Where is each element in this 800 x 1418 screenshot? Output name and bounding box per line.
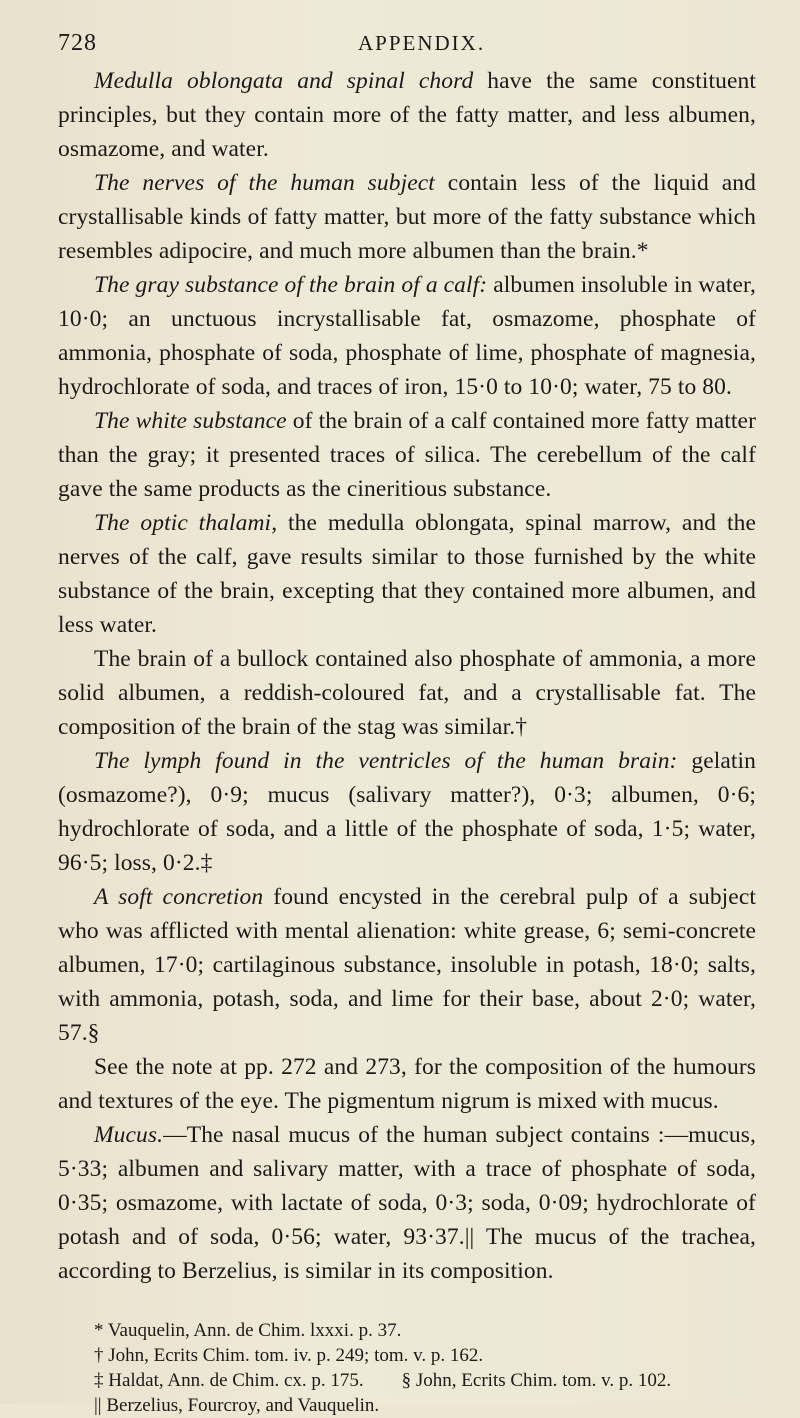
paragraph-text: of the brain of a calf contained more fatty matter than the gray; it presented traces of silica. The cerebellum of the calf gave the same products as the cineritious substance. (58, 408, 756, 502)
footnote: || Berzelius, Fourcroy, and Vauquelin. (94, 1395, 380, 1416)
paragraph-lead: Mucus. (94, 1122, 164, 1148)
paragraph-text: The brain of a bullock contained also phosphate of ammonia, a more solid albumen, a reddish-coloured fat, and a crystallisable fat. The composition of the brain of the stag was similar.† (58, 646, 756, 740)
paragraph-see-note (58, 1050, 756, 1118)
paragraph-lead: A soft concretion (94, 884, 264, 910)
paragraph-text: gelatin (osmazome?), 0·9; mucus (salivary matter?), 0·3; albumen, 0·6; hydrochlorate of soda, and a little of the phosphate of soda, 1·5; water, 96·5; loss, 0·2.‡ (58, 748, 757, 876)
paragraph-text: —The nasal mucus of the human subject contains :—mucus, 5·33; albumen and salivary matter, with a trace of phosphate of soda, 0·35; osmazome, with lactate of soda, 0·3; soda, 0·09; hydrochlorate of potash and of soda, 0·56; water, 93·37.|| The mucus of the trachea, according to Berzelius, is similar in its composition. (58, 1122, 756, 1284)
running-head: APPENDIX. (358, 31, 486, 55)
paragraph-text: contain less of the liquid and crystallisable kinds of fatty matter, but more of the fatty substance which resembles adipocire, and much more albumen than the brain.* (58, 170, 756, 264)
paragraph-text: have the same constituent principles, but they contain more of the fatty matter, and less albumen, osmazome, and water. (58, 68, 756, 162)
body-text (58, 64, 756, 1288)
paragraph-nerves (58, 166, 756, 268)
paragraph-lead: The optic thalami, (94, 510, 278, 536)
paragraph-optic-thalami (58, 506, 756, 642)
paragraph-gray-substance (58, 268, 756, 404)
paragraph-mucus (58, 1118, 756, 1288)
footnote: * Vauquelin, Ann. de Chim. lxxxi. p. 37. (94, 1320, 402, 1341)
page-header (58, 30, 756, 64)
paragraph-lymph (58, 744, 756, 880)
paragraph-bullock-brain (58, 642, 756, 744)
footnote: † John, Ecrits Chim. tom. iv. p. 249; tom. v. p. 162. (94, 1345, 484, 1366)
paragraph-lead: The white substance (94, 408, 287, 434)
paragraph-lead: The gray substance of the brain of a calf: (94, 272, 488, 298)
paragraph-lead: Medulla oblongata and spinal chord (94, 68, 474, 94)
footnotes (58, 1318, 756, 1418)
page-number: 728 (58, 30, 97, 56)
paragraph-text: See the note at pp. 272 and 273, for the composition of the humours and textures of the eye. The pigmentum nigrum is mixed with mucus. (58, 1054, 756, 1114)
paragraph-text: the medulla oblongata, spinal marrow, and the nerves of the calf, gave results similar to those furnished by the white substance of the brain, excepting that they contained more albumen, and less water. (58, 510, 756, 638)
paragraph-soft-concretion (58, 880, 756, 1050)
paragraph-white-substance (58, 404, 756, 506)
paragraph-lead: The lymph found in the ventricles of the human brain: (94, 748, 678, 774)
paragraph-text: albumen insoluble in water, 10·0; an unctuous incrystallisable fat, osmazome, phosphate of ammonia, phosphate of soda, phosphate of lime, phosphate of magnesia, hydrochlorate of soda, and traces of iron, 15·0 to 10·0; water, 75 to 80. (58, 272, 756, 400)
paragraph-lead: The nerves of the human subject (94, 170, 435, 196)
paragraph-medulla (58, 64, 756, 166)
footnote: ‡ Haldat, Ann. de Chim. cx. p. 175. § John, Ecrits Chim. tom. v. p. 102. (94, 1370, 672, 1391)
paragraph-text: found encysted in the cerebral pulp of a subject who was afflicted with mental alienation: white grease, 6; semi-concrete albumen, 17·0; cartilaginous substance, insoluble in potash, 18·0; salts, with ammonia, potash, soda, and lime for their base, about 2·0; water, 57.§ (58, 884, 756, 1046)
